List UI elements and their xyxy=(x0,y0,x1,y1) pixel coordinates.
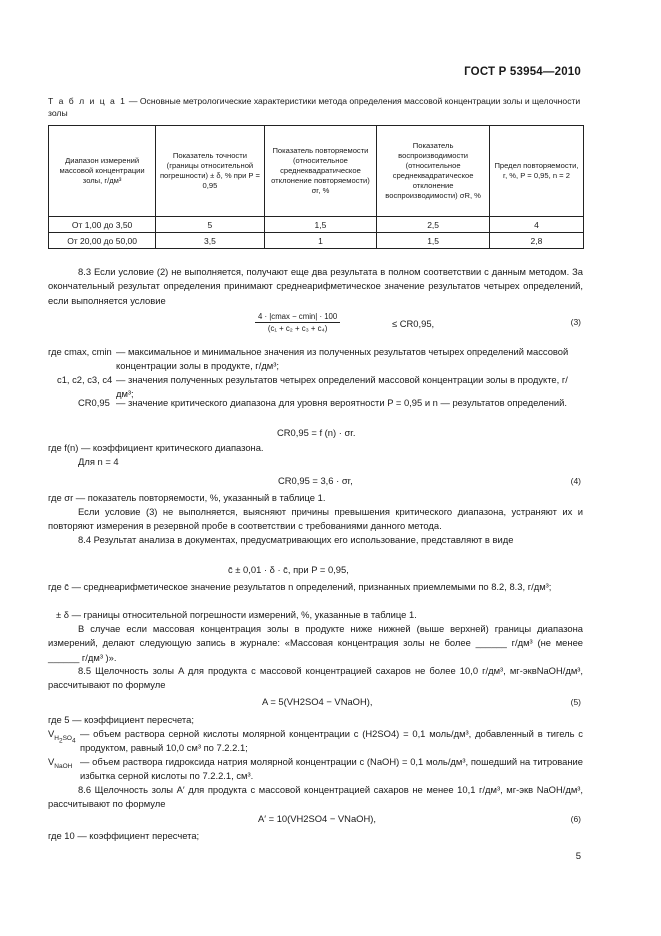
table-row xyxy=(49,233,584,249)
formula-4: CR0,95 = 3,6 · σr, xyxy=(278,475,353,486)
formula-cr: CR0,95 = f (n) · σr. xyxy=(277,427,356,438)
table-cell: От 1,00 до 3,50 xyxy=(49,217,156,233)
paragraph-8-6: 8.6 Щелочность золы A′ для продукта с массовой концентрацией сахаров не менее 10,1 г/дм³, мг-экв NaOH/дм³, рассчитывают по формуле xyxy=(48,784,583,810)
formula-6-number: (6) xyxy=(570,814,581,824)
header-accuracy: Показатель точности (границы относительной погрешности) ± δ, % при P = 0,95 xyxy=(156,126,264,217)
formula-3-fraction xyxy=(255,312,340,333)
paragraph-8-5: 8.5 Щелочность золы A для продукта с массовой концентрацией сахаров не более 10,0 г/дм³, мг-эквNaOH/дм³, рассчитывают по формуле xyxy=(48,665,583,691)
table-cell: 3,5 xyxy=(156,233,264,249)
def-cmax: — максимальное и минимальное значения из полученных результатов четырех определений массовой концентрации золы в продукте, г/дм³; xyxy=(116,346,569,372)
formula-3-numerator: 4 · |cmax − cmin| · 100 xyxy=(255,312,340,323)
table-cell: 2,5 xyxy=(377,217,490,233)
def-cr-label: CR0,95 xyxy=(78,397,110,408)
table-caption-prefix: Т а б л и ц а 1 xyxy=(48,96,127,106)
table-caption-text: — Основные метрологические характеристики метода определения массовой концентрации золы и щелочности золы xyxy=(48,96,581,118)
header-repeatability: Показатель повторяемости (относительное среднеквадратическое отклонение повторяемости) σr, % xyxy=(264,126,377,217)
formula-3-denominator: (c₁ + c₂ + c₃ + c₄) xyxy=(267,324,328,333)
formula-6: A′ = 10(VH2SO4 − VNaOH), xyxy=(258,813,376,824)
def-c: — значения полученных результатов четырех определений массовой концентрации золы в продукте, г/дм³; xyxy=(116,374,568,400)
paragraph-8-3: 8.3 Если условие (2) не выполняется, получают еще два результата в полном соответствии с данным методом. За окончательный результат определения принимают среднеарифметическое значение результатов четырех определений, если выполняется условие xyxy=(48,266,583,306)
header-limit: Предел повторяемости, r, %, P = 0,95, n = 2 xyxy=(489,126,583,217)
paragraph-8-4: 8.4 Результат анализа в документах, предусматривающих его использование, представляют в виде xyxy=(78,534,514,545)
n-equals-4: Для n = 4 xyxy=(78,456,119,467)
table-cell: 2,8 xyxy=(489,233,583,249)
def-vnaoh: — объем раствора гидроксида натрия молярной концентрации с (NaOH) = 0,1 моль/дм³, пошедший на титрование избытка серной кислоты по 7.2.2.1, см³. xyxy=(80,756,583,782)
def-fn: где f(n) — коэффициент критического диапазона. xyxy=(48,442,264,453)
def-vh2so4-label: $V_{H_2SO_4}$ xyxy=(48,728,76,745)
table-cell: 1,5 xyxy=(264,217,377,233)
header-range: Диапазон измерений массовой концентрации золы, г/дм³ xyxy=(49,126,156,217)
table-row xyxy=(49,217,584,233)
def-cmax-label: где cmax, cmin xyxy=(48,346,112,357)
def-c-label: c1, c2, c3, c4 xyxy=(57,374,113,385)
paragraph-below-range: В случае если массовая концентрация золы в продукте ниже нижней (выше верхней) границы диапазона измерений, делают следующую запись в журнале: «Массовая концентрация золы не более ______ г/дм³ (не менее ______ г/дм³ )». xyxy=(48,623,583,663)
def-cr: — значение критического диапазона для уровня вероятности P = 0,95 и n — результатов определений. xyxy=(116,397,567,408)
formula-5: A = 5(VH2SO4 − VNaOH), xyxy=(262,696,373,707)
metrology-table xyxy=(48,125,584,249)
def-5: где 5 — коэффициент пересчета; xyxy=(48,714,194,725)
formula-3-rhs: ≤ CR0,95, xyxy=(392,318,435,329)
def-vh2so4: — объем раствора серной кислоты молярной концентрации с (H2SO4) = 0,1 моль/дм³, добавленный в тигель с продуктом, равный 10,0 см³ по 7.2.2.1; xyxy=(80,728,583,754)
def-delta: ± δ — границы относительной погрешности измерений, %, указанные в таблице 1. xyxy=(56,609,417,620)
formula-result: c̄ ± 0,01 · δ · c̄, при P = 0,95, xyxy=(228,564,349,575)
table-cell: 5 xyxy=(156,217,264,233)
table-cell: 1,5 xyxy=(377,233,490,249)
def-cbar: где c̄ — среднеарифметическое значение результатов n определений, признанных приемлемыми по 8.2, 8.3, г/дм³; xyxy=(48,581,552,592)
page-number: 5 xyxy=(575,851,581,862)
table-caption xyxy=(48,95,588,119)
table-cell: 4 xyxy=(489,217,583,233)
def-10: где 10 — коэффициент пересчета; xyxy=(48,830,200,841)
formula-5-number: (5) xyxy=(570,697,581,707)
formula-3-number: (3) xyxy=(570,317,581,327)
header-reproducibility: Показатель воспроизводимости (относительное среднеквадратическое отклонение воспроизводимости) σR, % xyxy=(377,126,490,217)
def-sigma: где σr — показатель повторяемости, %, указанный в таблице 1. xyxy=(48,492,326,503)
table-cell: От 20,00 до 50,00 xyxy=(49,233,156,249)
table-cell: 1 xyxy=(264,233,377,249)
standard-number: ГОСТ Р 53954—2010 xyxy=(464,66,581,78)
paragraph-condition-3: Если условие (3) не выполняется, выясняют причины превышения критического диапазона, устраняют их и повторяют измерения в резервной пробе в соответствии с требованиями данного метода. xyxy=(48,506,583,532)
formula-4-number: (4) xyxy=(570,476,581,486)
def-vnaoh-label: $V_{NaOH}$ xyxy=(48,756,73,770)
table-header-row xyxy=(49,126,584,217)
